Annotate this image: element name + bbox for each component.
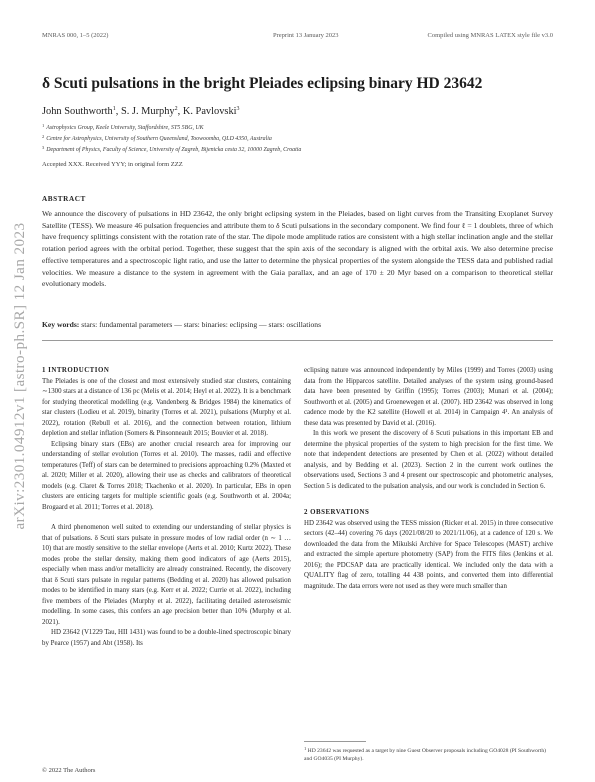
affiliation-mark: 2 — [42, 133, 45, 139]
preprint-date: Preprint 13 January 2023 — [273, 32, 339, 39]
affiliation-text: Astrophysics Group, Keele University, Staffordshire, ST5 5BG, UK — [46, 125, 204, 131]
footnote-text: HD 23642 was requested as a target by nine Guest Observer proposals including GO4028 (PI Southworth) and GO4035 (PI Murphy). — [304, 748, 547, 763]
section-heading-introduction: 1 INTRODUCTION — [42, 367, 110, 374]
author-affil-mark: 3 — [236, 106, 240, 112]
right-column — [304, 366, 553, 592]
abstract-divider — [42, 340, 553, 341]
affiliation-text: Centre for Astrophysics, University of Southern Queensland, Toowoomba, QLD 4350, Australia — [46, 135, 272, 142]
paragraph: In this work we present the discovery of δ Scuti pulsations in this important EB and determine the physical properties of the system to high precision for the first time. We note that independent detections are presented by Chen et al. (2022) without detailed analysis, and by Bedding et al. (2023). Section 2 in the current work outlines the observations used, Sections 3 and 4 present our spectroscopic and photometric analyses, Section 5 is dedicated to the pulsation analysis, and our work is concluded in Section 6. — [304, 430, 553, 490]
footnote — [304, 745, 553, 763]
affiliations — [42, 122, 562, 154]
copyright: © 2022 The Authors — [42, 767, 96, 774]
author-affil-mark: 2 — [174, 106, 178, 112]
paragraph: eclipsing nature was announced independently by Miles (1999) and Torres (2003) using data from the Hipparcos satellite. Detailed analyses of the system using ground-based data have been presented by Griffin (1995); Torres (2003); Munari et al. (2004); Southworth et al. (2005) and Groenewegen et al. (2007). HD 23642 was observed in long cadence mode by the K2 satellite (Howell et al. 2014) in Campaign 4¹. An analysis of these data was presented by David et al. (2016). — [304, 367, 553, 427]
abstract-text: We announce the discovery of pulsations in HD 23642, the only bright eclipsing system in the Pleiades, based on light curves from the Transiting Exoplanet Survey Satellite (TESS). We measure 46 pulsation frequencies and attribute them to δ Scuti pulsations in the secondary component. We find four ℓ = 1 doublets, three of which have frequency splittings consistent with the rotation rate of the star. The dipole mode amplitude ratios are consistent with a high stellar inclination angle and the stellar rotation period agrees with the orbital period. Together, these suggest that the spin axis of the secondary is aligned with the orbital axis. We also determine precise effective temperatures and a spectroscopic light ratio, and use the latter to determine the physical properties of the system alongside the TESS data and published radial velocities. We measure a distance to the system in agreement with the Gaia parallax, and an age of 170 ± 20 Myr based on a comparison to theoretical stellar evolutionary models. — [42, 209, 553, 289]
paper-title: δ Scuti pulsations in the bright Pleiades eclipsing binary HD 23642 — [42, 75, 483, 92]
author-name: K. Pavlovski — [182, 106, 237, 117]
paragraph: HD 23642 (V1229 Tau, HII 1431) was found to be a double-lined spectroscopic binary by Pearce (1957) and Abt (1958). Its — [42, 629, 291, 647]
arxiv-stamp — [6, 170, 34, 582]
affiliation-mark: 1 — [42, 123, 45, 128]
journal-reference: MNRAS 000, 1–5 (2022) — [42, 32, 109, 39]
section-heading-observations: 2 OBSERVATIONS — [304, 509, 370, 516]
author-list: John Southworth$^1$, S. J. Murphy$^2$, K. Pavlovski$^3$ — [42, 106, 240, 117]
paragraph: The Pleiades is one of the closest and most extensively studied star clusters, containing ∼1300 stars at a distance of 136 pc (Melis et al. 2014; Heyl et al. 2022). It is a benchmark for studying theoretical modelling (e.g. Vandenberg & Bridges 1984) the kinematics of star clusters (Lodieu et al. 2019), binarity (Torres et al. 2021), pulsations (Murphy et al. 2022), rotation (Rebull et al. 2016), and the connection between rotation, lithium depletion and stellar inflation (Somers & Pinsonneault 2015; Bouvier et al. 2018). — [42, 377, 291, 437]
paragraph: HD 23642 was observed using the TESS mission (Ricker et al. 2015) in three consecutive sectors (42–44) covering 76 days (2021/08/20 to 2021/11/06), at a cadence of 120 s. We downloaded the data from the Mikulski Archive for Space Telescopes (MAST) archive and extracted the simple aperture photometry (SAP) from the FITS files (Jenkins et al. 2016); the PDCSAP data are practically identical. We included only the data with a QUALITY flag of zero, totalling 44 438 points, and converted them into differential magnitude. The data errors were not used as they were much smaller than — [304, 519, 553, 590]
received-accepted-line: Accepted XXX. Received YYY; in original form ZZZ — [42, 161, 183, 168]
author-name: John Southworth — [42, 106, 113, 117]
affiliation — [42, 133, 562, 144]
keywords-text: stars: fundamental parameters — stars: binaries: eclipsing — stars: oscillations — [81, 320, 322, 329]
arxiv-id: arXiv:2301.04912v1 [astro-ph.SR] 12 Jan 2023 — [11, 222, 28, 530]
abstract-heading: ABSTRACT — [42, 195, 86, 203]
style-note: Compiled using MNRAS LATEX style file v3.0 — [427, 32, 553, 39]
keywords-label: Key words: — [42, 320, 80, 329]
author-affil-mark: 1 — [112, 106, 116, 112]
affiliation-mark: 3 — [42, 144, 45, 150]
keywords — [42, 320, 562, 329]
author-name: S. J. Murphy — [120, 106, 175, 117]
left-column — [42, 366, 291, 649]
affiliation-text: Department of Physics, Faculty of Science, University of Zagreb, Bijenicka cesta 32, 10000 Zagreb, Croatia — [46, 146, 302, 153]
footnote-divider — [304, 741, 366, 742]
paragraph: Eclipsing binary stars (EBs) are another crucial research area for improving our understanding of stellar evolution (Torres et al. 2010). The masses, radii and effective temperatures (Teff) of stars can be determined to precisions approaching 0.2% (Maxted et al. 2020; Miller et al. 2020), allowing their use as checks and calibrators of theoretical models (e.g. Claret & Torres 2018; Tkachenko et al. 2020). In particular, EBs in open clusters are enticing targets for multiple scientific goals (e.g. Southworth et al. 2004a; Brogaard et al. 2011; Torres et al. 2018). — [42, 440, 291, 511]
footnote-mark: 1 — [304, 746, 307, 751]
affiliation — [42, 144, 562, 155]
paragraph: A third phenomenon well suited to extending our understanding of stellar physics is that of pulsations. δ Scuti stars pulsate in pressure modes of low radial order (n ∼ 1 … 10) that are mostly sensitive to the stellar envelope (Aerts et al. 2010; Kurtz 2022). These modes probe the stellar density, making them good indicators of age (Aerts 2015), especially when mass and/or metallicity are already constrained. Recently, the discovery that δ Scuti stars pulsate in regular patterns (Bedding et al. 2020) has allowed pulsation modes to be identified in many stars (e.g. Kerr et al. 2022; Currie et al. 2022), including five members of the Pleiades (Murphy et al. 2022), facilitating detailed asteroseismic modelling. In some cases, this confers an age precision better than 10% (Murphy et al. 2021). — [42, 524, 291, 626]
affiliation — [42, 122, 562, 133]
